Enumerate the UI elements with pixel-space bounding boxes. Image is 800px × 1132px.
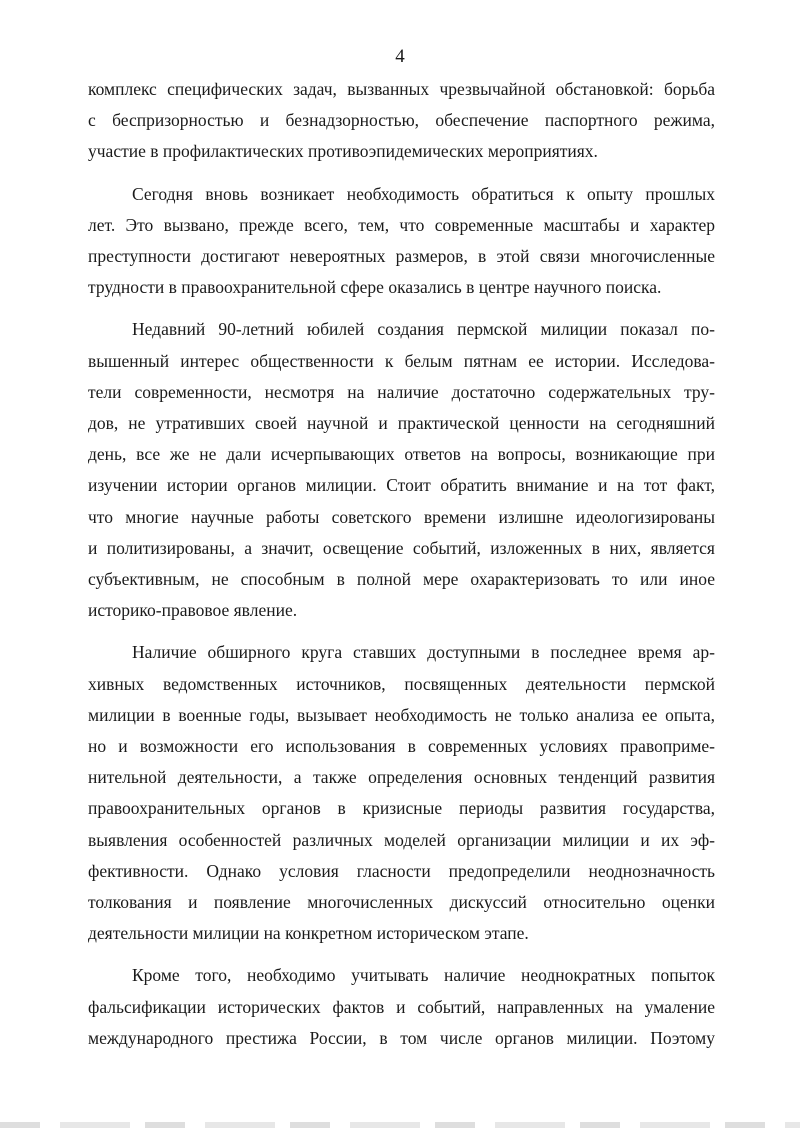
paragraph [88, 179, 715, 304]
text-line: Кроме того, необходимо учитывать наличие неоднократных попыток [132, 965, 715, 986]
text-line: хивных ведомственных источников, посвященных деятельности пермской [88, 673, 715, 694]
body-text [88, 74, 715, 1065]
text-line: историко-правовое явление. [88, 600, 298, 621]
text-line: деятельности милиции на конкретном историческом этапе. [88, 923, 529, 944]
paragraph [88, 637, 715, 949]
text-line: нительной деятельности, а также определения основных тенденций развития [88, 767, 715, 788]
text-line: Наличие обширного круга ставших доступными в последнее время ар- [132, 642, 715, 663]
text-line: преступности достигают невероятных размеров, в этой связи многочисленные [88, 246, 715, 267]
text-line: но и возможности его использования в современных условиях правоприме- [88, 736, 715, 757]
paragraph [88, 74, 715, 168]
text-line: международного престижа России, в том числе органов милиции. Поэтому [88, 1027, 715, 1048]
text-line: лет. Это вызвано, прежде всего, тем, что современные масштабы и характер [88, 214, 715, 235]
page-number: 4 [395, 46, 405, 67]
text-line: милиции в военные годы, вызывает необходимость не только анализа ее опыта, [88, 704, 715, 725]
paragraph [88, 960, 715, 1054]
text-line: выявления особенностей различных моделей организации милиции и их эф- [88, 829, 715, 850]
text-line: комплекс специфических задач, вызванных чрезвычайной обстановкой: борьба [88, 79, 715, 99]
text-line: тели современности, несмотря на наличие достаточно содержательных тру- [88, 381, 715, 402]
text-line: что многие научные работы советского времени излишне идеологизированы [88, 506, 715, 527]
text-line: и политизированы, а значит, освещение событий, изложенных в них, является [88, 537, 715, 558]
text-line: трудности в правоохранительной сфере оказались в центре научного поиска. [88, 277, 662, 298]
text-line: Сегодня вновь возникает необходимость обратиться к опыту прошлых [132, 183, 715, 204]
text-line: субъективным, не способным в полной мере охарактеризовать то или иное [88, 569, 715, 590]
paragraph [88, 314, 715, 626]
text-line: дов, не утративших своей научной и практической ценности на сегодняшний [88, 413, 715, 434]
text-line: Недавний 90-летний юбилей создания пермской милиции показал по- [132, 319, 715, 340]
text-line: изучении истории органов милиции. Стоит обратить внимание и на тот факт, [88, 475, 715, 496]
text-line: правоохранительных органов в кризисные периоды развития государства, [88, 798, 715, 819]
text-line: вышенный интерес общественности к белым пятнам ее истории. Исследова- [88, 350, 715, 371]
text-line: толкования и появление многочисленных дискуссий относительно оценки [88, 892, 715, 913]
text-line: с беспризорностью и безнадзорностью, обеспечение паспортного режима, [88, 110, 715, 131]
text-line: участие в профилактических противоэпидемических мероприятиях. [88, 141, 598, 162]
text-line: фективности. Однако условия гласности предопределили неоднозначность [88, 860, 715, 881]
text-line: фальсификации исторических фактов и событий, направленных на умаление [88, 996, 715, 1017]
scan-bottom-edge [0, 1122, 800, 1128]
text-line: день, все же не дали исчерпывающих ответов на вопросы, возникающие при [88, 444, 715, 465]
